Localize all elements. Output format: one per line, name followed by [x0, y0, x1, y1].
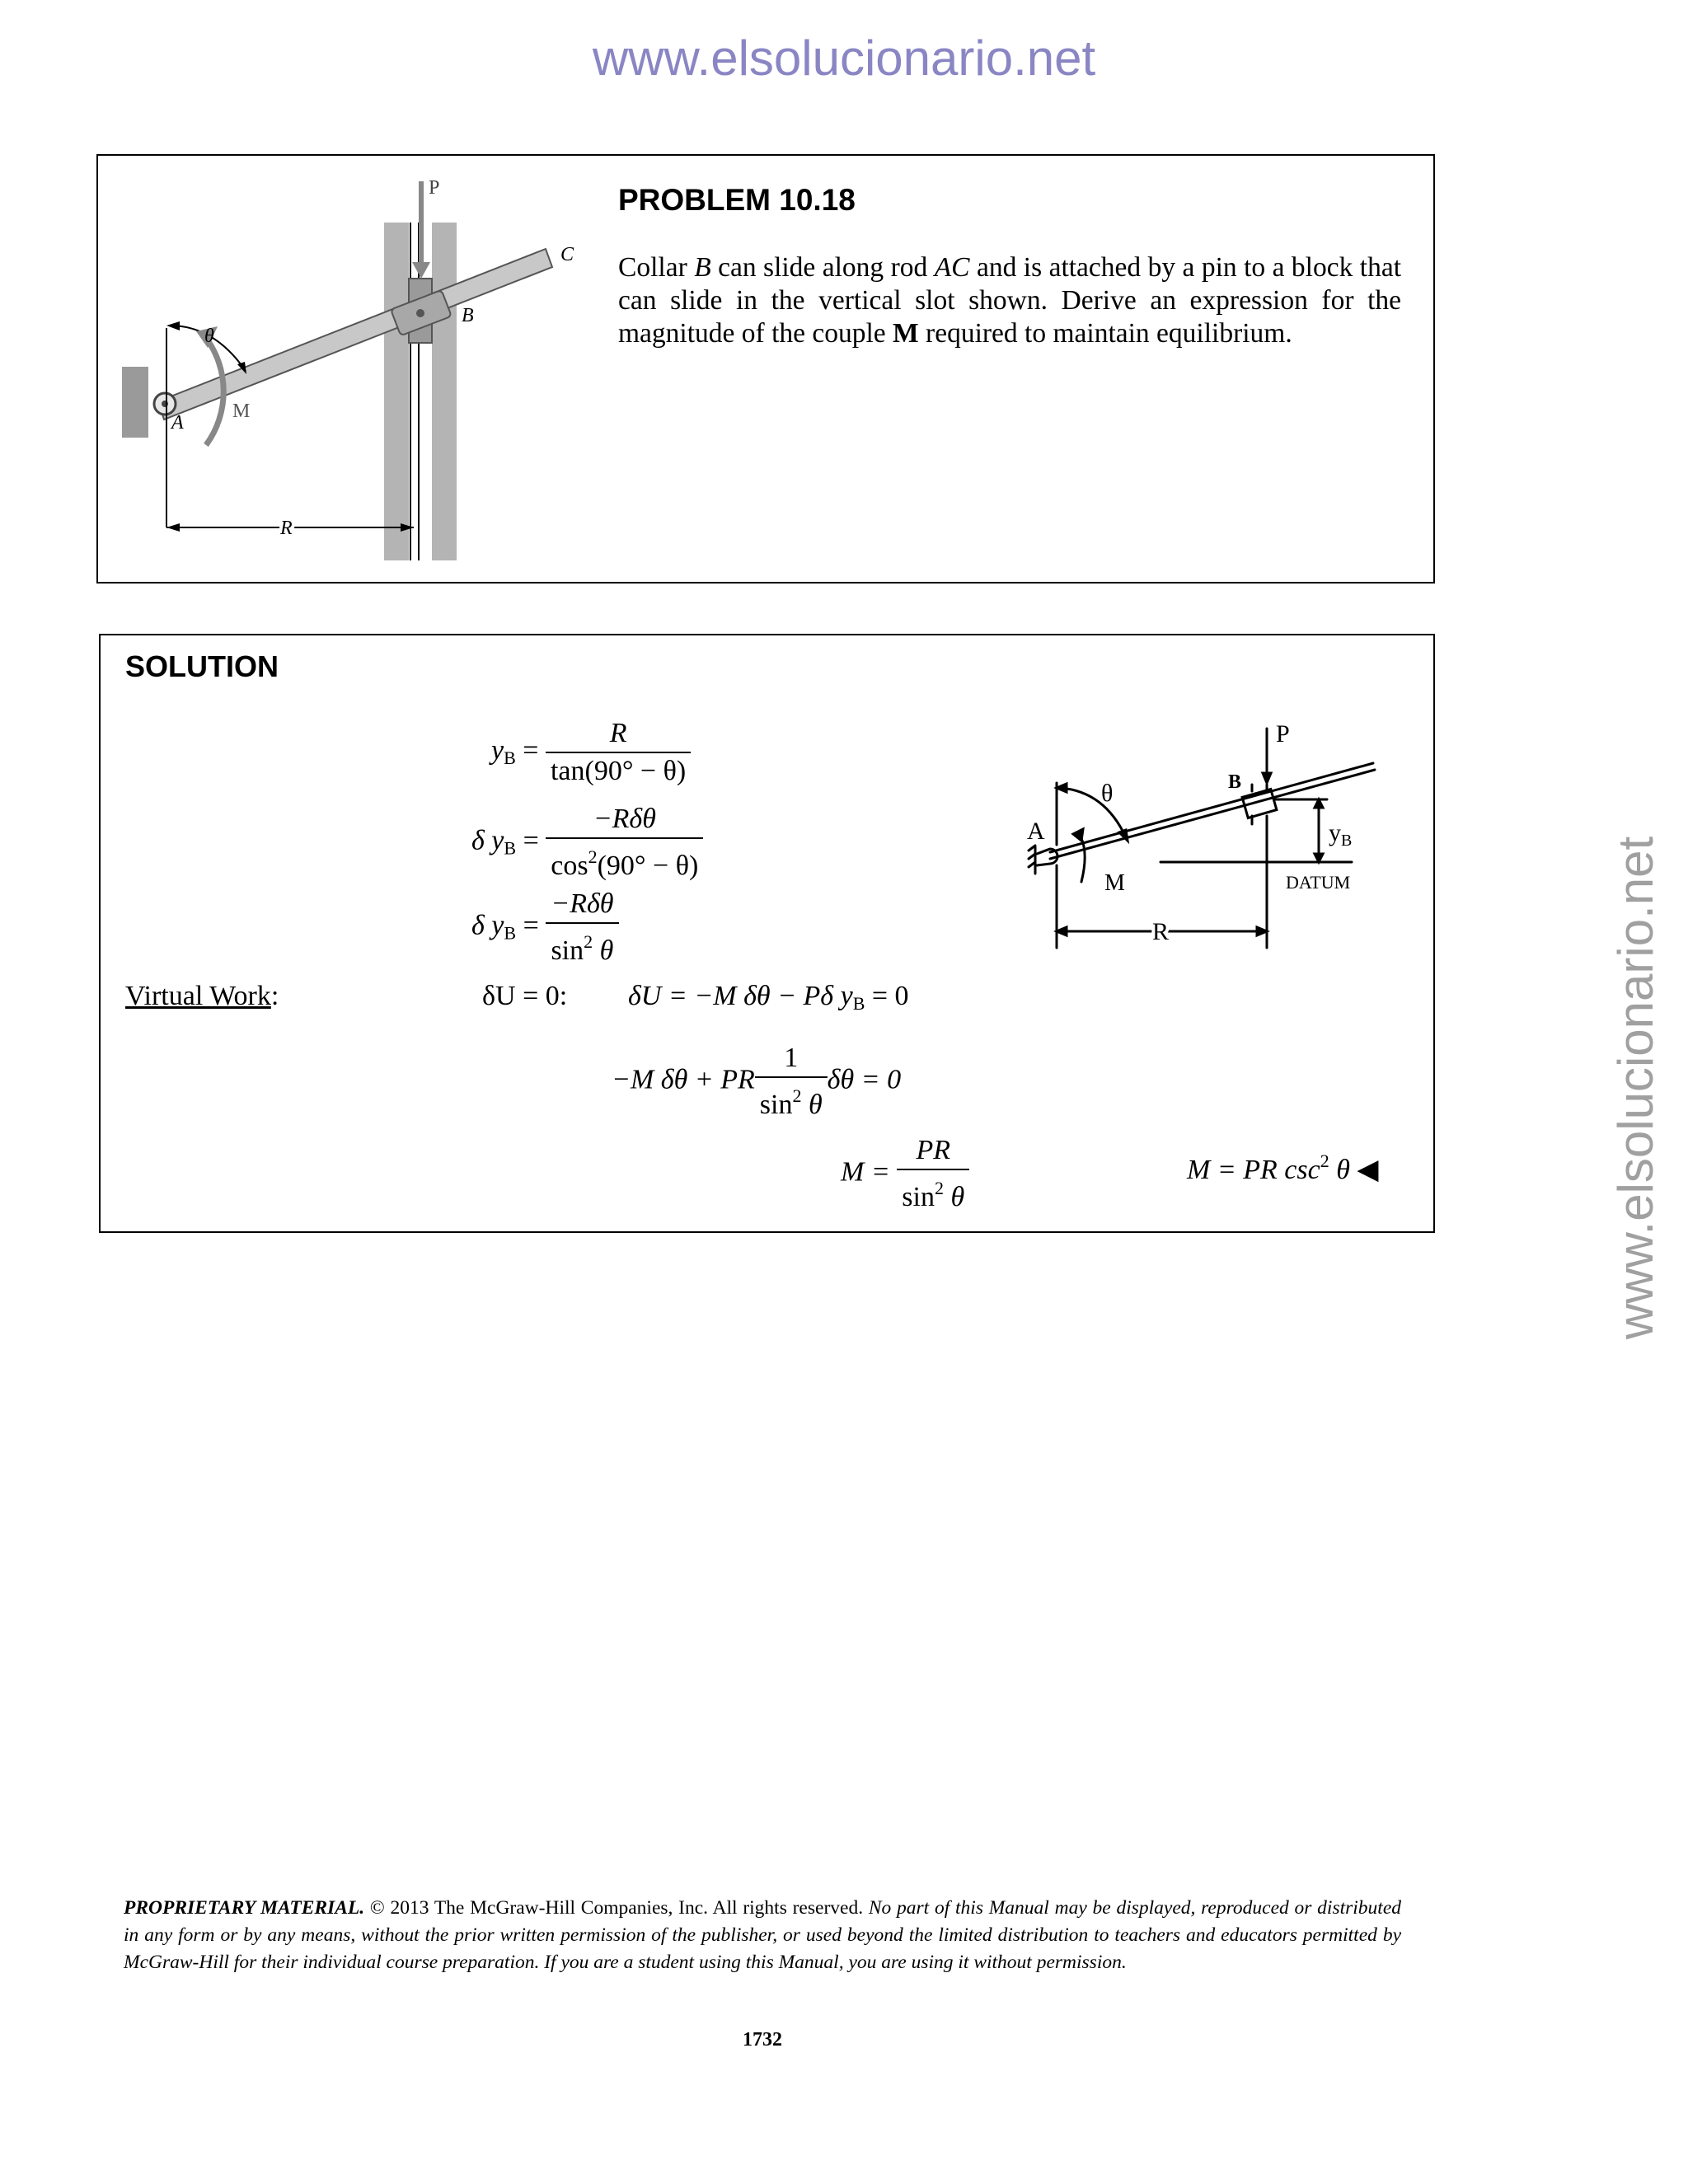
- sketch-label-datum: DATUM: [1286, 872, 1351, 893]
- problem-text-part: M: [893, 318, 919, 349]
- figure-label-a: A: [171, 412, 184, 434]
- figure-label-theta: θ: [204, 326, 214, 347]
- pin-b: [416, 309, 424, 317]
- figure-label-b: B: [462, 305, 474, 326]
- sketch-label-theta: θ: [1101, 780, 1114, 807]
- slot-rail-right: [432, 223, 457, 560]
- equation-work-substituted: −M δθ + PR $\frac{1}{\sin^2 \theta}$ δθ = 0: [612, 1040, 901, 1123]
- watermark-side-text: www.elsolucionario.net: [1608, 836, 1663, 1340]
- sketch-theta-arc: [1060, 788, 1126, 837]
- problem-text-part: AC: [934, 252, 970, 283]
- figure-label-r: R: [280, 518, 293, 539]
- equation-m-result: M = $\frac{PR}{\sin^2 \theta}$: [841, 1132, 969, 1216]
- sketch-label-r: R: [1152, 918, 1170, 945]
- sketch-label-m: M: [1104, 870, 1125, 896]
- equation-virtual-work: δU = −M δθ − Pδ $y_B = 0$: [628, 981, 909, 1014]
- problem-statement: [618, 251, 1401, 350]
- problem-figure: [115, 173, 593, 569]
- sketch-label-p: P: [1276, 720, 1290, 748]
- rod-ac: [158, 249, 552, 419]
- solution-title: SOLUTION: [125, 649, 279, 683]
- figure-label-p: P: [429, 177, 440, 199]
- equation-virtual-work-zero: δU = 0:: [482, 981, 568, 1011]
- equation-delta-yb-sin: δ $y_B$ = $\frac{\text{−Rδθ}}{\sin^2 \theta}$: [471, 886, 619, 969]
- footer-notice: No part of this Manual may be displayed, reproduced or distributed in any form or by any means, without the prior written permission of the publisher, or used beyond the limited distribution to teachers and educators permitted by McGraw-Hill for their individual course preparation. If you are a student using this Manual, you are using it without permission.: [124, 1897, 1402, 1973]
- final-answer: M = PR $\csc^2 \theta$ ◀: [1187, 1151, 1379, 1185]
- equation-delta-yb-cos: δ $y_B$ = $\frac{\text{−Rδθ}}{\cos^2(90^\circ - \theta)}$: [471, 801, 703, 884]
- problem-title: PROBLEM 10.18: [618, 183, 856, 217]
- solution-sketch: [1022, 709, 1385, 964]
- wall-support: [122, 367, 148, 438]
- problem-text-part: and is attached by a pin to a block that can slide in the vertical slot shown. Derive an expression for the magnitude of the couple: [618, 252, 1402, 349]
- problem-text-part: B: [694, 252, 711, 283]
- answer-marker: ◀: [1357, 1155, 1379, 1185]
- equation-yb: $y_B$ = $\frac{R}{\tan(90^\circ - \theta)}$: [491, 715, 691, 790]
- sketch-rod: [1050, 763, 1373, 852]
- slot-rail-left: [384, 223, 409, 560]
- virtual-work-label: Virtual Work:: [125, 981, 279, 1011]
- watermark-top: www.elsolucionario.net: [592, 30, 1096, 86]
- sketch-label-yb: $y_B$: [1329, 819, 1353, 850]
- problem-text-part: required to maintain equilibrium.: [918, 318, 1292, 349]
- problem-text-part: can slide along rod: [710, 252, 935, 283]
- page-number: 1732: [743, 2029, 782, 2050]
- copyright-footer: [124, 1895, 1401, 1976]
- sketch-label-b: B: [1228, 771, 1242, 793]
- figure-label-c: C: [560, 244, 574, 265]
- sketch-label-a: A: [1027, 818, 1045, 845]
- figure-label-m: M: [232, 401, 251, 422]
- problem-text-part: Collar: [618, 252, 695, 283]
- footer-copyright: © 2013 The McGraw-Hill Companies, Inc. All rights reserved.: [364, 1897, 869, 1919]
- footer-lead: PROPRIETARY MATERIAL.: [124, 1897, 365, 1919]
